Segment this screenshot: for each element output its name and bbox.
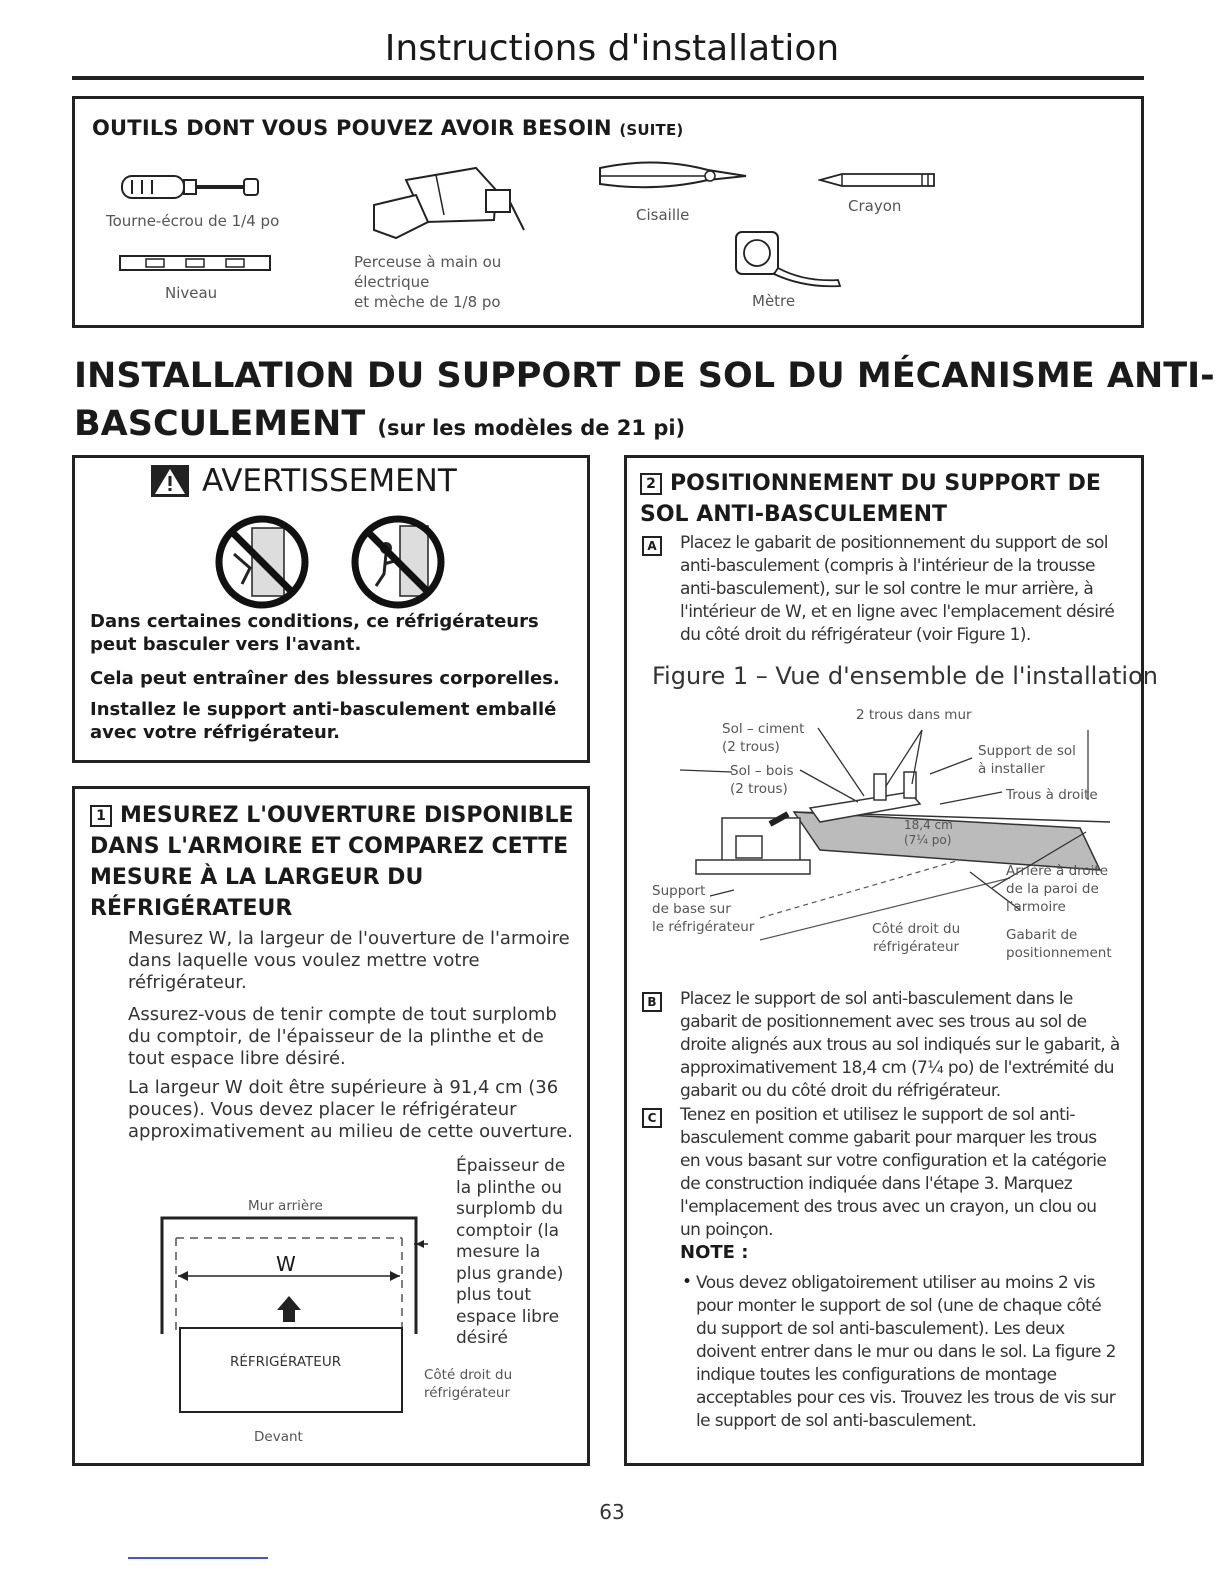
tape-measure-icon: [734, 228, 846, 294]
step-b-text: Placez le support de sol anti-basculement dans le gabarit de positionnement avec ses trous au sol de droite alignés aux trous au sol indiqués sur le gabarit, à approximativement 18,4 cm (7¼ po) de l'extrémité du gabarit ou du côté droit du réfrigérateur.: [680, 989, 1120, 1101]
pencil-label: Crayon: [848, 197, 902, 215]
fig-template-label: Gabarit de positionnement: [1006, 927, 1112, 961]
drill-label-line2: électrique: [354, 273, 430, 291]
fig-right-rear-label: Arrière à droite de la paroi de l'armoire: [1006, 863, 1109, 915]
fig-holes-wall-label: 2 trous dans mur: [856, 707, 972, 723]
step1-number: 1: [90, 805, 112, 827]
fig-bracket-label: Support de sol à installer: [978, 743, 1076, 777]
note-label: NOTE :: [680, 1242, 749, 1263]
fig-concrete-label: Sol – ciment (2 trous): [722, 721, 805, 755]
step1-paragraph-1: Mesurez W, la largeur de l'ouverture de l'armoire dans laquelle vous voulez mettre votre réfrigérateur.: [128, 928, 570, 993]
step1-paragraph-3: La largeur W doit être supérieure à 91,4 cm (36 pouces). Vous devez placer le réfrigérateur approximativement au milieu de cette ouverture.: [128, 1077, 573, 1142]
tools-heading-text: OUTILS DONT VOUS POUVEZ AVOIR BESOIN: [92, 116, 612, 140]
right-side-label: Côté droit du réfrigérateur: [424, 1367, 513, 1401]
drill-icon: [366, 160, 526, 250]
drill-label-line3: et mèche de 1/8 po: [354, 293, 501, 311]
step2-heading: [640, 468, 1130, 530]
nutdriver-icon: [120, 166, 280, 210]
snips-icon: [596, 156, 756, 196]
tools-heading-suffix: (SUITE): [619, 121, 684, 139]
no-climbing-icon: [350, 514, 446, 610]
step1-heading: [90, 800, 576, 924]
fridge-label: RÉFRIGÉRATEUR: [230, 1354, 342, 1370]
front-label: Devant: [254, 1429, 303, 1445]
section-title-line1: INSTALLATION DU SUPPORT DE SOL DU MÉCANISME ANTI-: [74, 356, 1215, 396]
step1-paragraph-2: Assurez-vous de tenir compte de tout surplomb du comptoir, de l'épaisseur de la plinthe et de tout espace libre désiré.: [128, 1004, 557, 1069]
step-a-text: Placez le gabarit de positionnement du support de sol anti-basculement (compris à l'intérieur de la trousse anti-basculement), sur le sol contre le mur arrière, à l'intérieur de W, et en ligne avec l'emplacement désiré du côté droit du réfrigérateur (voir Figure 1).: [680, 533, 1115, 645]
snips-label: Cisaille: [636, 206, 690, 224]
step2-number: 2: [640, 473, 662, 495]
fig-right-holes-label: Trous à droite: [1006, 787, 1098, 803]
pencil-icon: [818, 172, 944, 188]
no-tipping-icon: [214, 514, 310, 610]
thickness-label: Épaisseur de la plinthe ou surplomb du comptoir (la mesure la plus grande) plus tout espace libre désiré: [456, 1156, 566, 1348]
fig-wood-label: Sol – bois (2 trous): [730, 763, 794, 797]
step2-heading-text: POSITIONNEMENT DU SUPPORT DE SOL ANTI-BASCULEMENT: [640, 471, 1101, 527]
back-wall-label: Mur arrière: [248, 1198, 323, 1214]
note-text: Vous devez obligatoirement utiliser au moins 2 vis pour monter le support de sol (une de chaque côté du support de sol anti-basculement). Les deux doivent entrer dans le mur ou dans le sol. La figure 2 indique toutes les configurations de montage acceptables pour ces vis. Trouvez les trous de vis sur le support de sol anti-basculement.: [696, 1273, 1116, 1431]
level-icon: [118, 253, 274, 273]
section-title-suffix: (sur les modèles de 21 pi): [377, 416, 686, 440]
tools-heading: [92, 116, 683, 140]
fig-measure-label: 18,4 cm (7¼ po): [904, 818, 953, 847]
section-title-line2: BASCULEMENT: [74, 404, 366, 444]
warning-text-1: Dans certaines conditions, ce réfrigérateurs peut basculer vers l'avant.: [90, 611, 539, 655]
title-rule: [72, 76, 1144, 80]
note-bullet: •: [682, 1272, 693, 1292]
step-b-marker: B: [642, 992, 662, 1012]
warning-icon: [150, 464, 190, 498]
fig-right-side-label: Côté droit du réfrigérateur: [872, 921, 961, 955]
page-title: Instructions d'installation: [384, 28, 840, 69]
warning-text-2: Cela peut entraîner des blessures corporelles.: [90, 668, 560, 689]
cabinet-opening-diagram: [150, 1214, 440, 1424]
warning-text-3: Installez le support anti-basculement emballé avec votre réfrigérateur.: [90, 699, 557, 743]
step1-heading-text: MESUREZ L'OUVERTURE DISPONIBLE DANS L'ARMOIRE ET COMPAREZ CETTE MESURE À LA LARGEUR DU RÉFRIGÉRATEUR: [90, 803, 574, 921]
page-number: 63: [599, 1500, 625, 1524]
step-c-text: Tenez en position et utilisez le support de sol anti-basculement comme gabarit pour marquer les trous en vous basant sur votre configuration et la catégorie de construction indiquée dans l'étape 3. Marquez l'emplacement des trous avec un crayon, un clou ou un poinçon.: [680, 1105, 1107, 1240]
section-title: [74, 352, 1215, 452]
drill-label-line1: Perceuse à main ou: [354, 253, 502, 271]
tape-label: Mètre: [752, 292, 796, 310]
fig-base-label: Support de base sur le réfrigérateur: [652, 883, 755, 935]
nutdriver-label: Tourne-écrou de 1/4 po: [106, 212, 280, 230]
bottom-link-line: [128, 1557, 268, 1559]
warning-title-text: AVERTISSEMENT: [202, 463, 457, 499]
width-w-label: W: [276, 1252, 296, 1276]
step-a-marker: A: [642, 536, 662, 556]
step-c-marker: C: [642, 1108, 662, 1128]
figure1-title: Figure 1 – Vue d'ensemble de l'installation: [652, 662, 1158, 690]
warning-title: [150, 463, 457, 499]
level-label: Niveau: [165, 284, 218, 302]
drill-label: [354, 252, 501, 312]
